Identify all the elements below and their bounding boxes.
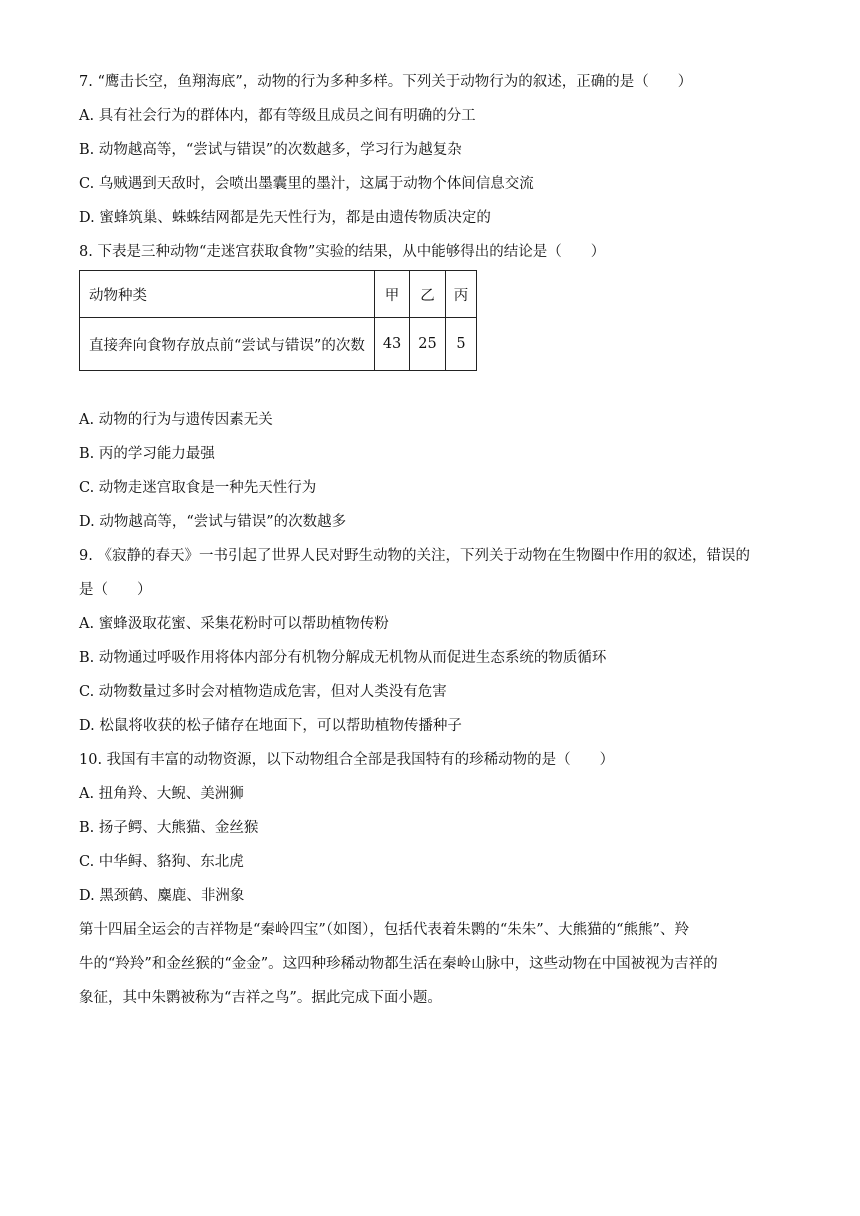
q9-option-a: A. 蜜蜂汲取花蜜、采集花粉时可以帮助植物传粉: [79, 616, 389, 632]
table-cell: 25: [410, 318, 445, 371]
table-cell: 43: [374, 318, 409, 371]
q7-option-c: C. 乌贼遇到天敌时，会喷出墨囊里的墨汁，这属于动物个体间信息交流: [79, 176, 534, 192]
q7-option-d: D. 蜜蜂筑巢、蛛蛛结网都是先天性行为，都是由遗传物质决定的: [79, 210, 491, 226]
q7-option-a: A. 具有社会行为的群体内，都有等级且成员之间有明确的分工: [79, 108, 476, 124]
q9-stem-line1: 9. 《寂静的春天》一书引起了世界人民对野生动物的关注，下列关于动物在生物圈中作用的叙述，错误的: [79, 548, 750, 564]
q10-option-c: C. 中华鲟、貉狗、东北虎: [79, 854, 244, 870]
table-header-row: [80, 271, 477, 318]
table-header-cell: 动物种类: [80, 271, 375, 318]
q10-option-d: D. 黑颈鹤、麋鹿、非洲象: [79, 888, 245, 904]
q8-option-c: C. 动物走迷宫取食是一种先天性行为: [79, 480, 317, 496]
q8-option-b: B. 丙的学习能力最强: [79, 446, 215, 462]
table-row: [80, 318, 477, 371]
table-header-cell: 乙: [410, 271, 445, 318]
q9-option-c: C. 动物数量过多时会对植物造成危害，但对人类没有危害: [79, 684, 447, 700]
passage-line3: 象征，其中朱鹮被称为“吉祥之鸟”。据此完成下面小题。: [79, 990, 442, 1006]
q7-stem: 7. “鹰击长空，鱼翔海底”，动物的行为多种多样。下列关于动物行为的叙述，正确的是（ ）: [79, 74, 693, 90]
table-header-cell: 丙: [445, 271, 477, 318]
q8-option-d: D. 动物越高等，“尝试与错误”的次数越多: [79, 514, 347, 530]
q8-option-a: A. 动物的行为与遗传因素无关: [79, 412, 273, 428]
table-cell: 5: [445, 318, 477, 371]
passage-line2: 牛的“羚羚”和金丝猴的“金金”。这四种珍稀动物都生活在秦岭山脉中，这些动物在中国被视为吉祥的: [79, 956, 718, 972]
q10-option-b: B. 扬子鳄、大熊猫、金丝猴: [79, 820, 259, 836]
q9-stem-line2: 是（ ）: [79, 582, 152, 598]
experiment-table: [79, 270, 477, 371]
q9-option-b: B. 动物通过呼吸作用将体内部分有机物分解成无机物从而促进生态系统的物质循环: [79, 650, 607, 666]
passage-line1: 第十四届全运会的吉祥物是“秦岭四宝”（如图），包括代表着朱鹮的“朱朱”、大熊猫的“熊熊”、羚: [79, 922, 689, 938]
q9-option-d: D. 松鼠将收获的松子储存在地面下，可以帮助植物传播种子: [79, 718, 462, 734]
q8-stem: 8. 下表是三种动物“走迷宫获取食物”实验的结果，从中能够得出的结论是（ ）: [79, 244, 606, 260]
q10-stem: 10. 我国有丰富的动物资源，以下动物组合全部是我国特有的珍稀动物的是（ ）: [79, 752, 615, 768]
table-cell: 直接奔向食物存放点前“尝试与错误”的次数: [80, 318, 375, 371]
q10-option-a: A. 扭角羚、大鲵、美洲狮: [79, 786, 244, 802]
table-header-cell: 甲: [374, 271, 409, 318]
q7-option-b: B. 动物越高等，“尝试与错误”的次数越多，学习行为越复杂: [79, 142, 462, 158]
